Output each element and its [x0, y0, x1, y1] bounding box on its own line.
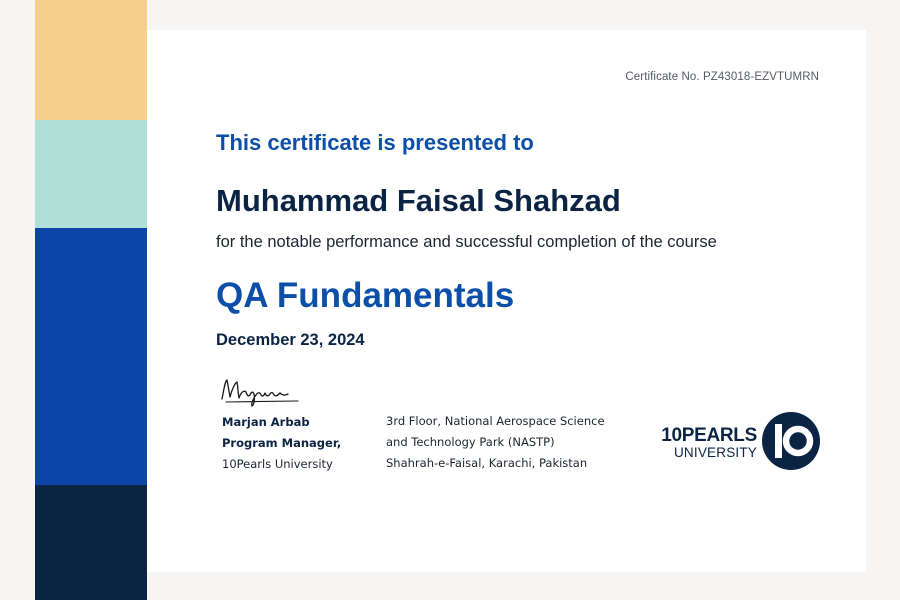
decorative-stripes [35, 0, 147, 600]
logo-sub-text: UNIVERSITY [673, 445, 757, 460]
course-title: QA Fundamentals [216, 276, 515, 315]
address-line-1: 3rd Floor, National Aerospace Science [386, 414, 605, 428]
signer-block [222, 412, 341, 475]
address-block [386, 411, 605, 474]
signer-organization: 10Pearls University [222, 457, 333, 471]
presented-to-heading: This certificate is presented to [216, 130, 534, 155]
10pearls-logo-icon [761, 411, 821, 471]
certificate-card [147, 30, 866, 572]
address-line-3: Shahrah-e-Faisal, Karachi, Pakistan [386, 456, 588, 470]
signer-role: Program Manager, [222, 436, 342, 450]
address-line-2: and Technology Park (NASTP) [386, 435, 555, 449]
stripe-blue [35, 228, 147, 485]
stripe-navy [35, 485, 147, 600]
10pearls-university-logo [641, 408, 821, 474]
signer-name: Marjan Arbab [222, 415, 310, 429]
recipient-name: Muhammad Faisal Shahzad [216, 183, 621, 218]
logo-main-text: 10PEARLS [661, 425, 757, 446]
completion-description: for the notable performance and successful completion of the course [216, 233, 717, 251]
certificate-number: Certificate No. PZ43018-EZVTUMRN [625, 71, 819, 83]
completion-date: December 23, 2024 [216, 331, 365, 349]
handwritten-signature-icon [218, 375, 302, 409]
stripe-yellow [35, 0, 147, 120]
stripe-mint [35, 120, 147, 228]
